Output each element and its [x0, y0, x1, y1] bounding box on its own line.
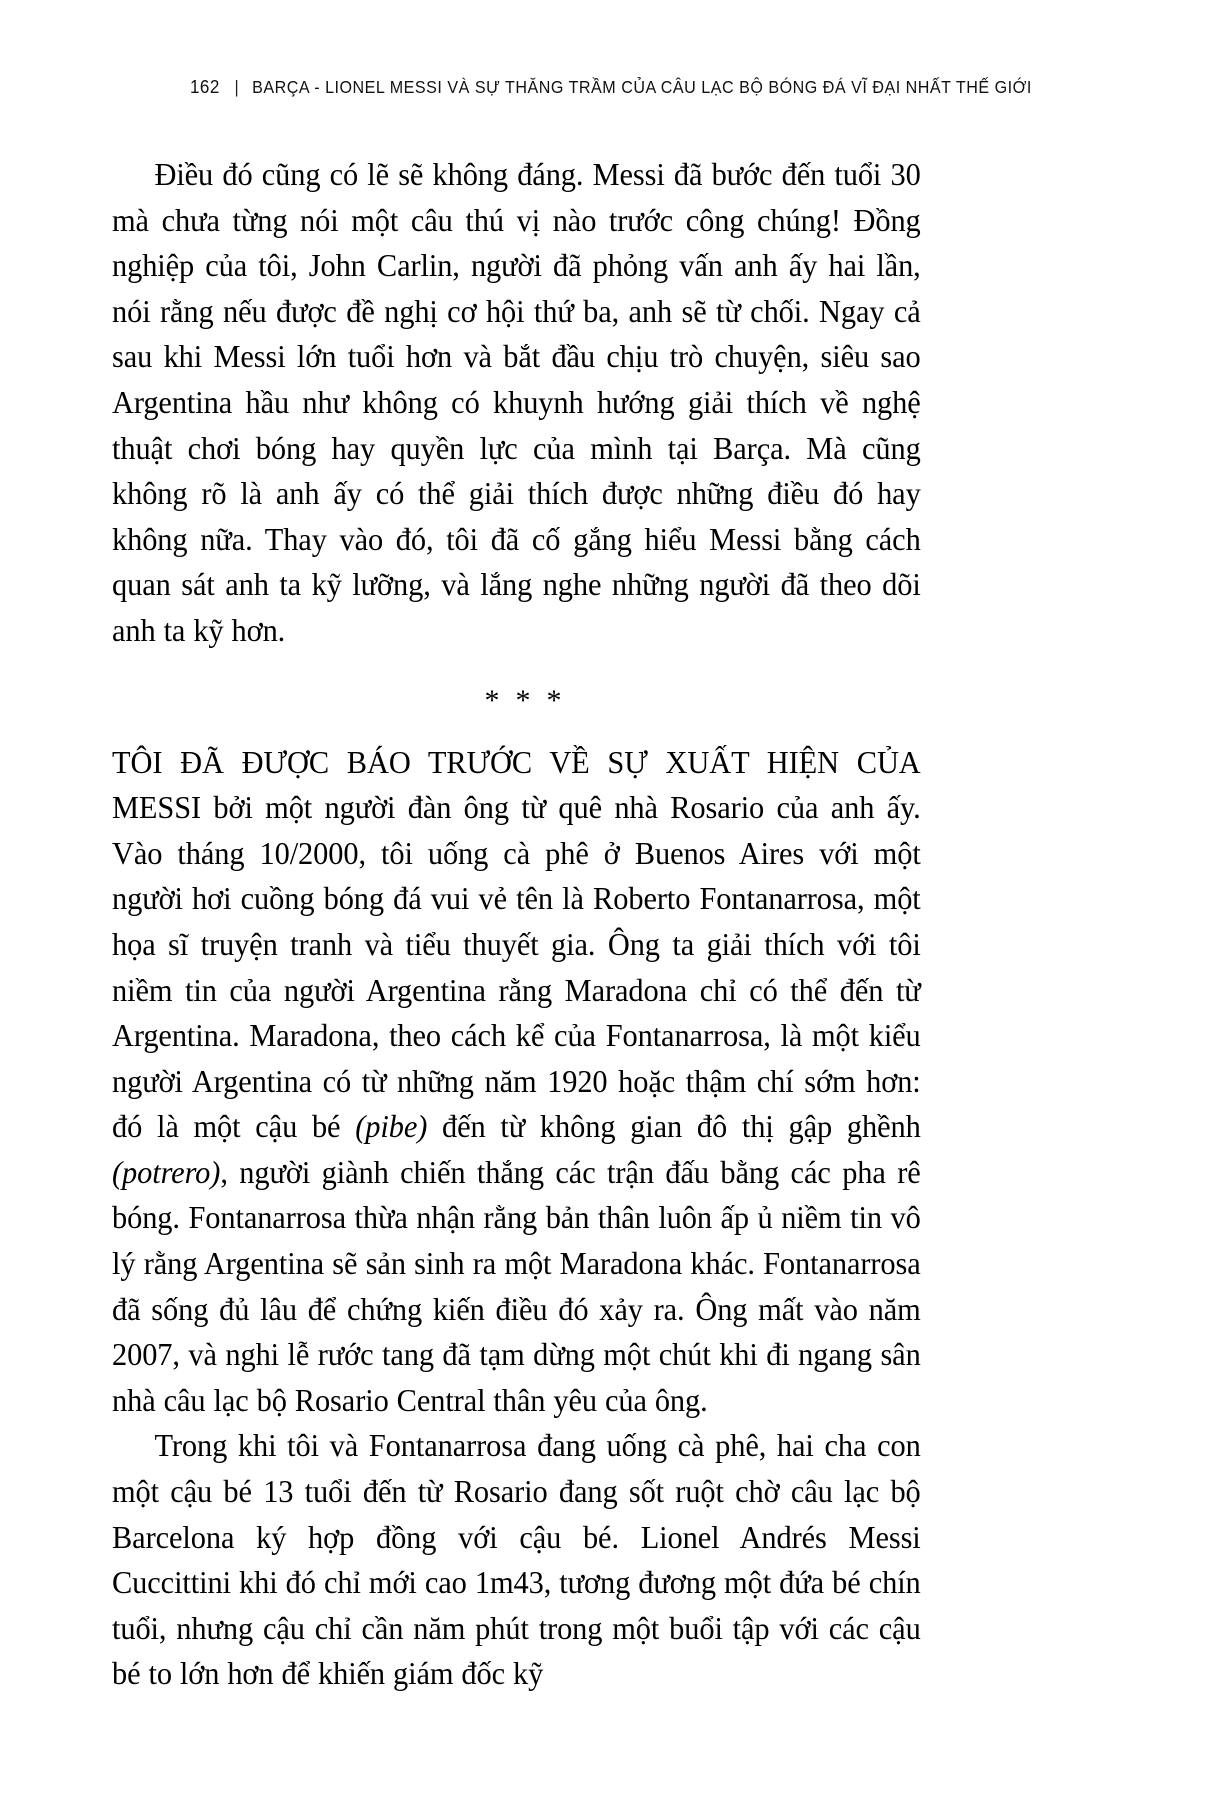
paragraph-2-text-a: bởi một người đàn ông từ quê nhà Rosario của anh ấy. Vào tháng 10/2000, tôi uống cà phê ở Buenos Aires với một người hơi cuồng bóng đá vui vẻ tên là Roberto Fontanarrosa, một họa sĩ truyện tranh và tiểu thuyết gia. Ông ta giải thích với tôi niềm tin của người Argentina rằng Maradona chỉ có thể đến từ Argentina. Maradona, theo cách kể của Fontanarrosa, là một kiểu người Argentina có từ những năm 1920 hoặc thậm chí sớm hơn: đó là một cậu bé [112, 790, 921, 1145]
paragraph-2-text-b: đến từ không gian đô thị gập ghềnh [427, 1109, 921, 1145]
text-column [112, 152, 950, 1697]
asterisk-3: * [546, 683, 578, 717]
paragraph-2-text-c: , người giành chiến thắng các trận đấu bằng các pha rê bóng. Fontanarrosa thừa nhận rằng bản thân luôn ấp ủ niềm tin vô lý rằng Argentina sẽ sản sinh ra một Maradona khác. Fontanarrosa đã sống đủ lâu để chứng kiến điều đó xảy ra. Ông mất vào năm 2007, và nghi lễ rước tang đã tạm dừng một chút khi đi ngang sân nhà câu lạc bộ Rosario Central thân yêu của ông. [112, 1154, 921, 1418]
asterisk-1: * [484, 683, 516, 717]
paragraph-2 [112, 740, 921, 1424]
foreign-term-pibe: (pibe) [355, 1109, 428, 1145]
book-title: BARÇA - LIONEL MESSI VÀ SỰ THĂNG TRẦM CỦA CÂU LẠC BỘ BÓNG ĐÁ VĨ ĐẠI NHẤT THẾ GIỚI [252, 77, 1032, 97]
paragraph-3: Trong khi tôi và Fontanarrosa đang uống cà phê, hai cha con một cậu bé 13 tuổi đến từ Rosario đang sốt ruột chờ câu lạc bộ Barcelona ký hợp đồng với cậu bé. Lionel Andrés Messi Cuccittini khi đó chỉ mới cao 1m43, tương đương một đứa bé chín tuổi, nhưng cậu chỉ cần năm phút trong một buổi tập với các cậu bé to lớn hơn để khiến giám đốc kỹ [112, 1428, 921, 1692]
foreign-term-potrero: (potrero) [112, 1154, 221, 1190]
paragraph-1: Điều đó cũng có lẽ sẽ không đáng. Messi đã bước đến tuổi 30 mà chưa từng nói một câu thú vị nào trước công chúng! Đồng nghiệp của tôi, John Carlin, người đã phỏng vấn anh ấy hai lần, nói rằng nếu được đề nghị cơ hội thứ ba, anh sẽ từ chối. Ngay cả sau khi Messi lớn tuổi hơn và bắt đầu chịu trò chuyện, siêu sao Argentina hầu như không có khuynh hướng giải thích về nghệ thuật chơi bóng hay quyền lực của mình tại Barça. Mà cũng không rõ là anh ấy có thể giải thích được những điều đó hay không nữa. Thay vào đó, tôi đã cố gắng hiểu Messi bằng cách quan sát anh ta kỹ lưỡng, và lắng nghe những người đã theo dõi anh ta kỹ hơn. [112, 157, 921, 648]
asterisk-2: * [515, 683, 547, 717]
page-number: 162 [190, 76, 220, 97]
asterism-separator [112, 654, 950, 718]
separator-space [112, 654, 950, 740]
running-header [190, 76, 1032, 98]
header-divider: | [234, 77, 240, 97]
section-opening-caps: TÔI ĐÃ ĐƯỢC BÁO TRƯỚC VỀ SỰ XUẤT HIỆN CỦA MESSI [112, 744, 921, 826]
